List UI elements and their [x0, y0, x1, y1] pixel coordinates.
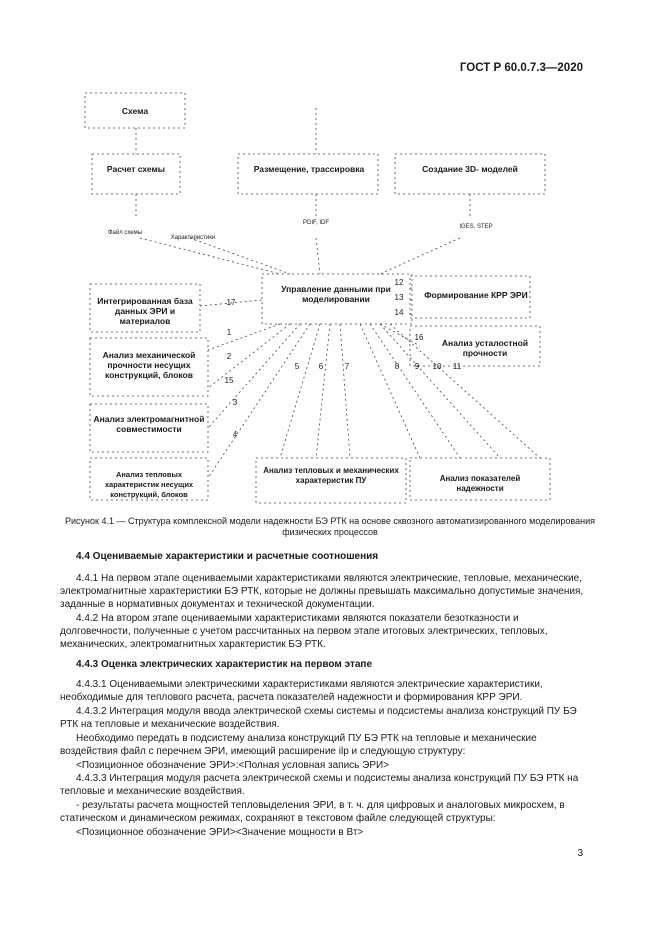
paragraph-4-4-1 — [60, 572, 584, 612]
connector-number: 12 — [394, 278, 404, 287]
label-characteristics: Характеристики — [170, 235, 216, 241]
connector-number: 10 — [432, 362, 442, 371]
connector-number: 15 — [224, 376, 234, 385]
paragraph-text: - результаты расчета мощностей тепловыделения ЭРИ, в т. ч. для цифровых и аналоговых микросхем, в статическом и динамическом режимах, сохраняют в текстовом файле следующей структуры: — [60, 800, 565, 825]
connector-number: 11 — [452, 362, 462, 371]
paragraph-text: 4.4.1 На первом этапе оцениваемыми характеристиками являются электрические, тепловые, механические, электромагнитные характеристики БЭ РТК, которые не должны превышать максимально допустимые значения, заданные в нормативных документах и технической документации. — [60, 573, 584, 611]
paragraph-4-4-3-3 — [60, 772, 584, 798]
document-id: ГОСТ Р 60.0.7.3—2020 — [459, 62, 583, 74]
box-fatigue-analysis: Анализ усталостной прочности — [441, 338, 529, 358]
box-thermal-structures: Анализ тепловых характеристик несущих конструкций, блоков — [104, 470, 194, 499]
structure-line-2 — [60, 826, 584, 839]
connector-number: 3 — [232, 398, 238, 407]
paragraph-4-4-3-1 — [60, 678, 584, 704]
paragraph-results — [60, 799, 584, 825]
connector-number: 1 — [226, 328, 232, 337]
box-emc-analysis: Анализ электромагнитной совместимости — [93, 414, 205, 434]
connector-number: 6 — [318, 362, 324, 371]
box-placement: Размещение, трассировка — [253, 164, 365, 174]
box-3d-models: Создание 3D- моделей — [422, 164, 518, 174]
box-data-management: Управление данными при моделировании — [281, 284, 391, 304]
connector-number: 9 — [414, 362, 420, 371]
label-pdif-idf: PDIF, IDF — [302, 220, 329, 226]
paragraph-text: 4.4.2 На втором этапе оцениваемыми характеристиками являются показатели безотказности и долговечности, полученные с учетом рассчитанных на первом этапе итоговых электрических, тепловых, механических, электромагнитных характеристик БЭ РТК. — [60, 613, 548, 651]
connector-number: 17 — [226, 298, 236, 307]
label-file-schema: Файл схемы — [107, 230, 143, 236]
section-heading-4-4 — [60, 550, 584, 563]
box-schema: Схема — [121, 106, 149, 116]
page-number: 3 — [577, 848, 583, 859]
label-iges-step: IGES, STEP — [459, 224, 493, 230]
connector-number: 2 — [226, 352, 232, 361]
paragraph-text: <Позиционное обозначение ЭРИ>:<Полная условная запись ЭРИ> — [76, 760, 390, 771]
paragraph-4-4-3-2 — [60, 705, 584, 731]
paragraph-text: 4.4.3.3 Интеграция модуля расчета электрической схемы и подсистемы анализа конструкций ПУ БЭ РТК на тепловые и механические воздействия. — [60, 773, 579, 798]
box-reliability-analysis: Анализ показателей надежности — [439, 474, 521, 493]
figure-caption: Рисунок 4.1 — Структура комплексной модели надежности БЭ РТК на основе сквозного автоматизированного моделирования физических процессов — [65, 516, 595, 537]
heading-text: 4.4 Оцениваемые характеристики и расчетные соотношения — [76, 551, 379, 562]
paragraph-text: <Позиционное обозначение ЭРИ><Значение мощности в Вт> — [76, 827, 364, 838]
connector-number: 5 — [294, 362, 300, 371]
reliability-model-diagram — [80, 88, 588, 508]
connector-number: 7 — [344, 362, 350, 371]
paragraph-4-4-2 — [60, 612, 584, 652]
box-calculation: Расчет схемы — [106, 164, 166, 174]
heading-text: 4.4.3 Оценка электрических характеристик на первом этапе — [76, 659, 373, 670]
structure-line-1 — [60, 759, 584, 772]
connector-number: 13 — [394, 293, 404, 302]
box-krr-formation: Формирование КРР ЭРИ — [424, 290, 528, 300]
connector-number: 16 — [414, 333, 424, 342]
box-thermal-pu: Анализ тепловых и механических характеристик ПУ — [263, 466, 399, 485]
connector-number: 14 — [394, 308, 404, 317]
connector-number: 8 — [394, 362, 400, 371]
connector-number: 4 — [232, 430, 238, 439]
paragraph-text: 4.4.3.1 Оцениваемыми электрическими характеристиками являются электрические характеристики, необходимые для теплового расчета, расчета показателей надежности и формирования КРР ЭРИ. — [60, 679, 543, 704]
paragraph-text: 4.4.3.2 Интеграция модуля ввода электрической схемы системы и подсистемы анализа конструкций ПУ БЭ РТК на тепловые и механические воздействия. — [60, 706, 577, 731]
section-heading-4-4-3 — [60, 658, 584, 671]
paragraph-need — [60, 732, 584, 758]
box-integrated-database: Интегрированная база данных ЭРИ и материалов — [97, 296, 193, 326]
paragraph-text: Необходимо передать в подсистему анализа конструкций ПУ БЭ РТК на тепловые и механические воздействия файл с перечнем ЭРИ, имеющий расширение ilp и следующую структуру: — [60, 733, 537, 758]
box-mechanical-analysis: Анализ механической прочности несущих конструкций, блоков — [102, 350, 196, 380]
